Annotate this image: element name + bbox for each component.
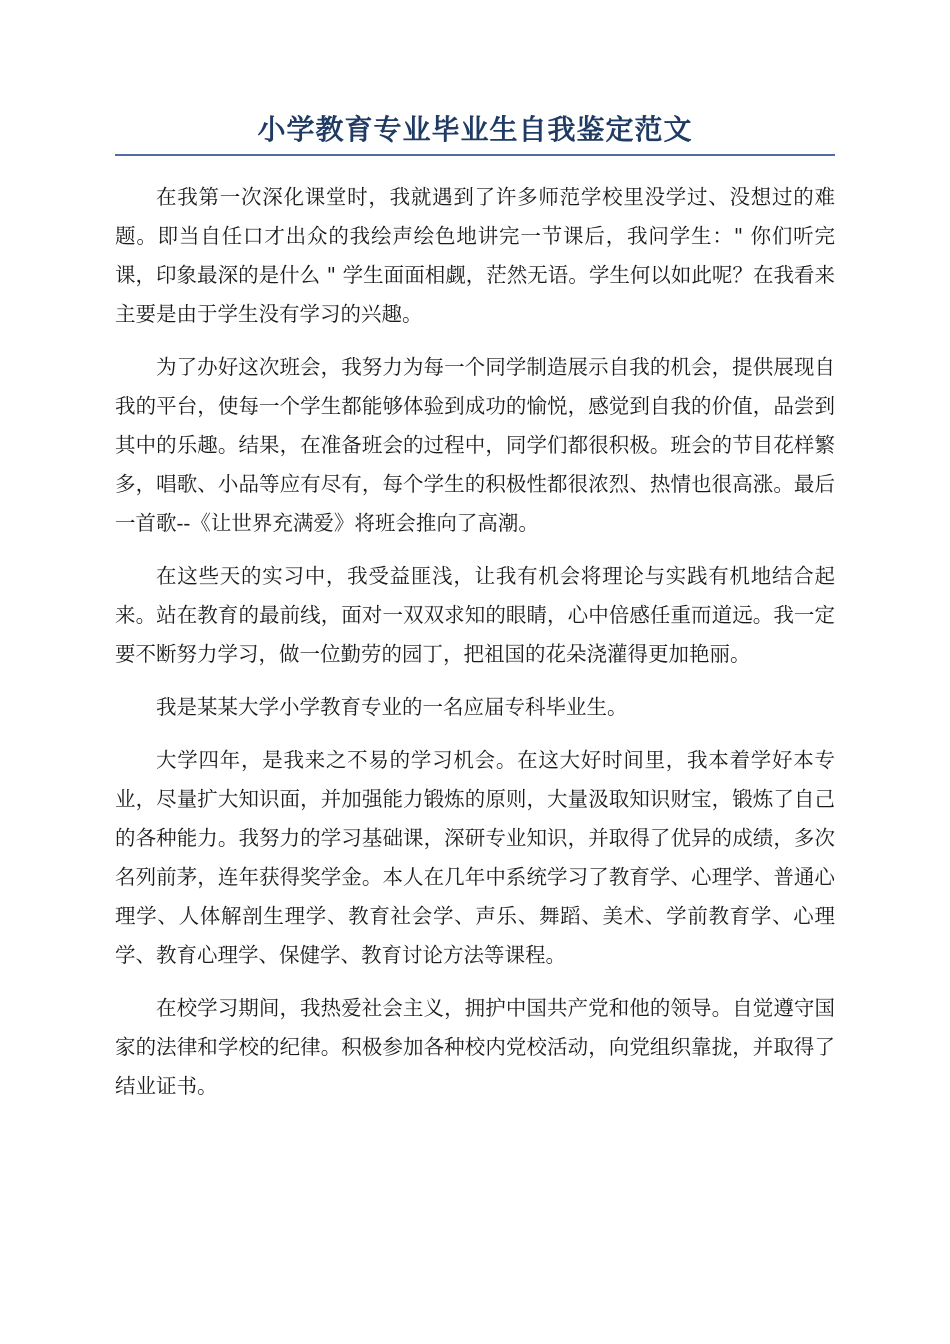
paragraph-2: 为了办好这次班会，我努力为每一个同学制造展示自我的机会，提供展现自我的平台，使每一个学生都能够体验到成功的愉悦，感觉到自我的价值，品尝到其中的乐趣。结果，在准备班会的过程中，同学们都很积极。班会的节目花样繁多，唱歌、小品等应有尽有，每个学生的积极性都很浓烈、热情也很高涨。最后一首歌--《让世界充满爱》将班会推向了高潮。 (115, 355, 835, 535)
paragraph-6: 在校学习期间，我热爱社会主义，拥护中国共产党和他的领导。自觉遵守国家的法律和学校的纪律。积极参加各种校内党校活动，向党组织靠拢，并取得了结业证书。 (115, 996, 835, 1098)
paragraph-4: 我是某某大学小学教育专业的一名应届专科毕业生。 (156, 695, 628, 719)
document-page (115, 108, 835, 1120)
document-title: 小学教育专业毕业生自我鉴定范文 (115, 108, 835, 156)
paragraph-3: 在这些天的实习中，我受益匪浅，让我有机会将理论与实践有机地结合起来。站在教育的最前线，面对一双双求知的眼睛，心中倍感任重而道远。我一定要不断努力学习，做一位勤劳的园丁，把祖国的花朵浇灌得更加艳丽。 (115, 564, 835, 666)
paragraph-5: 大学四年，是我来之不易的学习机会。在这大好时间里，我本着学好本专业，尽量扩大知识面，并加强能力锻炼的原则，大量汲取知识财宝，锻炼了自己的各种能力。我努力的学习基础课，深研专业知识，并取得了优异的成绩，多次名列前茅，连年获得奖学金。本人在几年中系统学习了教育学、心理学、普通心理学、人体解剖生理学、教育社会学、声乐、舞蹈、美术、学前教育学、心理学、教育心理学、保健学、教育讨论方法等课程。 (115, 748, 835, 967)
paragraph-1: 在我第一次深化课堂时，我就遇到了许多师范学校里没学过、没想过的难题。即当自任口才出众的我绘声绘色地讲完一节课后，我问学生：" 你们听完课，印象最深的是什么 " 学生面面相觑，茫然无语。学生何以如此呢？在我看来主要是由于学生没有学习的兴趣。 (115, 185, 835, 326)
document-body (115, 178, 835, 1106)
